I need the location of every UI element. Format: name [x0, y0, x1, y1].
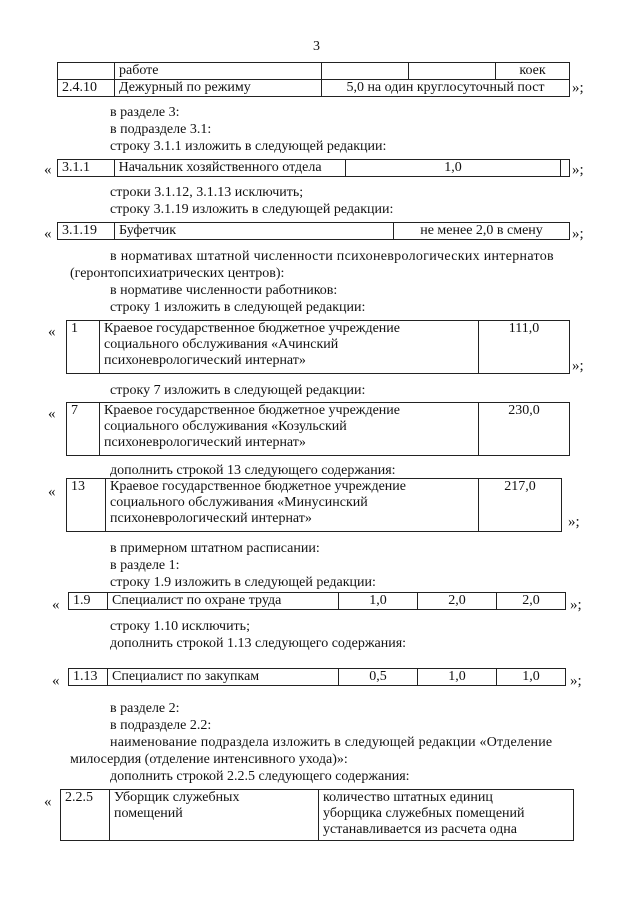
table-cell-line: социального обслуживания «Козульский	[104, 419, 347, 434]
table-cell: 1,0	[497, 669, 566, 686]
paragraph: милосердия (отделение интенсивного ухода)»:	[70, 752, 348, 767]
table-row-2-2-5	[60, 789, 574, 841]
table-cell: 1.13	[69, 669, 108, 686]
paragraph: строку 3.1.19 изложить в следующей редакции:	[110, 202, 394, 217]
table-row	[58, 80, 570, 97]
table-row-1	[66, 320, 570, 374]
table-row-1-13	[68, 668, 566, 686]
paragraph: в разделе 1:	[110, 558, 180, 573]
table-row-7	[66, 402, 570, 456]
paragraph: строку 1.9 изложить в следующей редакции:	[110, 575, 376, 590]
table-cell-line: уборщика служебных помещений	[323, 806, 525, 821]
table-row-3-1-1	[57, 159, 570, 177]
table-cell-line: социального обслуживания «Минусинский	[110, 495, 368, 510]
table-row	[58, 63, 570, 80]
open-quote: «	[52, 673, 60, 689]
paragraph: строку 3.1.1 изложить в следующей редакции:	[110, 139, 387, 154]
table-cell: Специалист по охране труда	[108, 593, 339, 610]
paragraph: дополнить строкой 1.13 следующего содержания:	[110, 636, 407, 651]
paragraph: в нормативах штатной численности психоневрологических интернатов	[110, 249, 554, 264]
open-quote: «	[52, 597, 60, 613]
table-row-13	[66, 478, 562, 532]
table-cell-line: психоневрологический интернат»	[104, 435, 306, 450]
table-cell-line: количество штатных единиц	[323, 790, 493, 805]
table-cell: 1,0	[418, 669, 497, 686]
table-continuation	[57, 62, 570, 97]
paragraph: наименование подраздела изложить в следующей редакции «Отделение	[110, 735, 553, 750]
table-row	[67, 321, 570, 374]
page-number: 3	[313, 39, 320, 54]
table-row	[69, 669, 566, 686]
open-quote: «	[44, 794, 52, 810]
close-quote: »;	[572, 226, 584, 242]
table-cell-line: устанавливается из расчета одна	[323, 822, 517, 837]
table-cell: Буфетчик	[115, 223, 394, 240]
table-row-1-9	[68, 592, 566, 610]
paragraph: в нормативе численности работников:	[110, 283, 338, 298]
table-cell: 111,0	[479, 321, 570, 374]
table-cell: 2.4.10	[58, 80, 115, 97]
open-quote: «	[48, 484, 56, 500]
paragraph: дополнить строкой 2.2.5 следующего содержания:	[110, 769, 410, 784]
table-cell	[409, 63, 496, 80]
close-quote: »;	[570, 597, 582, 613]
table-cell-line: социального обслуживания «Ачинский	[104, 337, 339, 352]
table-cell: 5,0 на один круглосуточный пост	[322, 80, 570, 97]
paragraph: в подразделе 2.2:	[110, 718, 212, 733]
table-cell-line: Краевое государственное бюджетное учреждение	[110, 479, 406, 494]
open-quote: «	[48, 406, 56, 422]
paragraph: в разделе 3:	[110, 105, 180, 120]
table-cell: 2,0	[497, 593, 566, 610]
paragraph: строки 3.1.12, 3.1.13 исключить;	[110, 185, 304, 200]
paragraph: в подразделе 3.1:	[110, 122, 212, 137]
table-cell: Дежурный по режиму	[115, 80, 322, 97]
table-cell: 2,0	[418, 593, 497, 610]
table-cell: 217,0	[479, 479, 562, 532]
table-cell-line: психоневрологический интернат»	[110, 511, 312, 526]
table-cell: 1,0	[339, 593, 418, 610]
table-cell: 3.1.1	[58, 160, 115, 177]
table-cell: 230,0	[479, 403, 570, 456]
table-cell: Начальник хозяйственного отдела	[114, 160, 345, 177]
table-cell: 7	[67, 403, 100, 456]
table-cell: 1.9	[69, 593, 108, 610]
table-row	[58, 160, 570, 177]
paragraph: строку 7 изложить в следующей редакции:	[110, 383, 366, 398]
close-quote: »;	[572, 162, 584, 178]
table-cell	[322, 63, 409, 80]
paragraph: в разделе 2:	[110, 701, 180, 716]
paragraph: строку 1.10 исключить;	[110, 619, 250, 634]
table-cell-line: Уборщик служебных	[114, 790, 240, 805]
table-cell: 3.1.19	[58, 223, 115, 240]
paragraph: дополнить строкой 13 следующего содержания:	[110, 463, 396, 478]
open-quote: «	[44, 162, 52, 178]
table-cell-line: психоневрологический интернат»	[104, 353, 306, 368]
open-quote: «	[44, 226, 52, 242]
close-quote: »;	[570, 673, 582, 689]
table-cell: работе	[115, 63, 322, 80]
close-quote: »;	[572, 358, 584, 374]
table-cell: не менее 2,0 в смену	[394, 223, 570, 240]
table-cell: 2.2.5	[61, 790, 110, 841]
table-cell: 1	[67, 321, 100, 374]
table-cell-line: Краевое государственное бюджетное учреждение	[104, 403, 400, 418]
table-cell-line: Краевое государственное бюджетное учреждение	[104, 321, 400, 336]
paragraph: в примерном штатном расписании:	[110, 541, 320, 556]
open-quote: «	[48, 324, 56, 340]
table-row-3-1-19	[57, 222, 570, 240]
table-cell-line: помещений	[114, 806, 183, 821]
table-cell: Специалист по закупкам	[108, 669, 339, 686]
table-row	[69, 593, 566, 610]
table-row	[61, 790, 574, 841]
table-cell: коек	[496, 63, 570, 80]
paragraph: (геронтопсихиатрических центров):	[70, 266, 285, 281]
close-quote: »;	[572, 80, 584, 96]
table-cell: 13	[67, 479, 106, 532]
table-row	[67, 479, 562, 532]
table-row	[67, 403, 570, 456]
table-cell: 1,0	[345, 160, 560, 177]
table-cell: 0,5	[339, 669, 418, 686]
close-quote: »;	[568, 514, 580, 530]
paragraph: строку 1 изложить в следующей редакции:	[110, 300, 366, 315]
table-row	[58, 223, 570, 240]
